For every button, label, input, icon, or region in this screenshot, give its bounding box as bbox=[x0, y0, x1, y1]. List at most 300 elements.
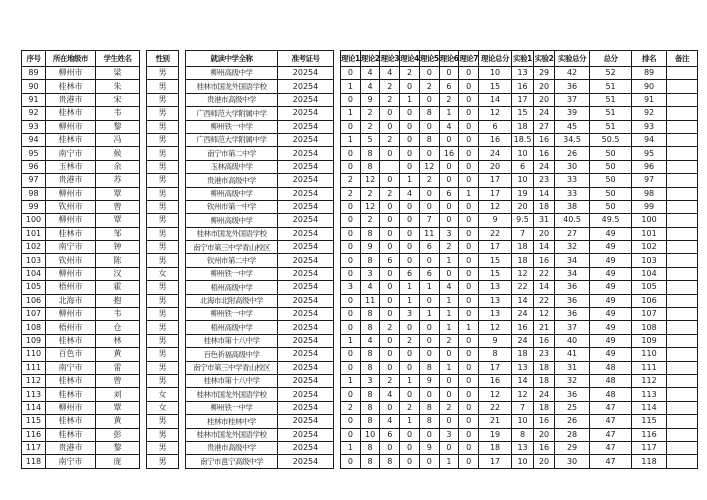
column-gap bbox=[140, 455, 147, 468]
cell: 雷 bbox=[96, 361, 140, 374]
cell: 33 bbox=[555, 187, 590, 200]
column-gap bbox=[334, 401, 341, 414]
cell: 1 bbox=[341, 374, 361, 387]
cell: 贵港市高级中学 bbox=[186, 93, 278, 106]
cell: 117 bbox=[22, 441, 46, 454]
cell: 20 bbox=[534, 455, 555, 468]
cell: 3 bbox=[341, 281, 361, 294]
column-header: 实验总分 bbox=[555, 51, 590, 67]
table-row bbox=[22, 187, 698, 200]
cell: 0 bbox=[400, 388, 420, 401]
cell: 柳州市 bbox=[46, 120, 96, 133]
column-gap bbox=[179, 227, 186, 240]
column-gap bbox=[334, 120, 341, 133]
cell: 49.5 bbox=[590, 214, 632, 227]
cell: 15 bbox=[512, 107, 534, 120]
cell: 32 bbox=[555, 374, 590, 387]
column-gap bbox=[140, 133, 147, 146]
cell: 18 bbox=[534, 361, 555, 374]
cell: 24 bbox=[512, 334, 534, 347]
cell: 0 bbox=[439, 174, 459, 187]
cell: 97 bbox=[632, 174, 667, 187]
cell: 桂林市 bbox=[46, 374, 96, 387]
cell: 8 bbox=[419, 107, 439, 120]
cell: 4 bbox=[439, 120, 459, 133]
cell: 林 bbox=[96, 334, 140, 347]
cell: 114 bbox=[22, 401, 46, 414]
cell: 8 bbox=[360, 455, 380, 468]
column-gap bbox=[179, 361, 186, 374]
cell: 8 bbox=[419, 361, 439, 374]
cell: 0 bbox=[419, 254, 439, 267]
column-header: 理论1 bbox=[341, 51, 361, 67]
cell: 2 bbox=[400, 334, 420, 347]
cell: 0 bbox=[459, 428, 479, 441]
cell: 6 bbox=[512, 160, 534, 173]
column-gap bbox=[334, 294, 341, 307]
column-gap bbox=[140, 388, 147, 401]
cell: 10 bbox=[512, 147, 534, 160]
cell bbox=[667, 120, 698, 133]
cell: 2 bbox=[380, 80, 400, 93]
cell: 1 bbox=[400, 415, 420, 428]
cell: 51 bbox=[590, 93, 632, 106]
cell: 90 bbox=[22, 80, 46, 93]
cell: 24 bbox=[479, 147, 512, 160]
cell: 0 bbox=[400, 120, 420, 133]
cell: 50 bbox=[590, 160, 632, 173]
cell: 0 bbox=[439, 267, 459, 280]
cell: 10 bbox=[479, 67, 512, 80]
column-gap bbox=[140, 51, 147, 67]
cell: 0 bbox=[400, 455, 420, 468]
cell: 0 bbox=[400, 214, 420, 227]
cell: 南宁市邕宁高级中学 bbox=[186, 455, 278, 468]
cell: 柳州市 bbox=[46, 187, 96, 200]
cell: 男 bbox=[147, 294, 179, 307]
cell: 0 bbox=[380, 267, 400, 280]
column-gap bbox=[140, 187, 147, 200]
cell: 2 bbox=[400, 67, 420, 80]
cell: 16 bbox=[439, 147, 459, 160]
cell bbox=[667, 281, 698, 294]
cell: 8 bbox=[419, 133, 439, 146]
cell: 0 bbox=[459, 401, 479, 414]
cell: 4 bbox=[360, 67, 380, 80]
cell: 26 bbox=[555, 147, 590, 160]
cell: 20254 bbox=[278, 441, 334, 454]
cell: 0 bbox=[439, 441, 459, 454]
cell: 20254 bbox=[278, 160, 334, 173]
cell: 柳州市 bbox=[46, 308, 96, 321]
cell: 0 bbox=[459, 267, 479, 280]
cell: 0 bbox=[459, 348, 479, 361]
column-gap bbox=[334, 93, 341, 106]
cell: 1 bbox=[439, 321, 459, 334]
cell bbox=[667, 241, 698, 254]
cell: 2 bbox=[360, 187, 380, 200]
cell: 桂林市第十八中学 bbox=[186, 334, 278, 347]
cell: 冯 bbox=[96, 133, 140, 146]
cell: 20254 bbox=[278, 67, 334, 80]
cell: 广西师范大学附属中学 bbox=[186, 107, 278, 120]
cell: 23 bbox=[534, 348, 555, 361]
cell: 0 bbox=[400, 241, 420, 254]
cell: 柳州市 bbox=[46, 214, 96, 227]
cell: 0 bbox=[341, 254, 361, 267]
column-gap bbox=[334, 147, 341, 160]
cell: 13 bbox=[512, 361, 534, 374]
cell: 曾 bbox=[96, 200, 140, 213]
cell: 男 bbox=[147, 281, 179, 294]
cell: 22 bbox=[512, 281, 534, 294]
cell: 20254 bbox=[278, 348, 334, 361]
cell: 0 bbox=[439, 200, 459, 213]
cell: 0 bbox=[341, 294, 361, 307]
cell: 89 bbox=[22, 67, 46, 80]
cell: 0 bbox=[380, 174, 400, 187]
cell: 男 bbox=[147, 214, 179, 227]
cell: 庞 bbox=[96, 455, 140, 468]
cell: 47 bbox=[590, 455, 632, 468]
column-header: 就读中学全称 bbox=[186, 51, 278, 67]
cell: 梁 bbox=[96, 67, 140, 80]
cell: 113 bbox=[632, 388, 667, 401]
column-gap bbox=[334, 107, 341, 120]
cell: 109 bbox=[632, 334, 667, 347]
column-header: 准考证号 bbox=[278, 51, 334, 67]
cell: 4 bbox=[400, 187, 420, 200]
column-header: 性别 bbox=[147, 51, 179, 67]
column-header: 理论5 bbox=[419, 51, 439, 67]
cell: 1 bbox=[419, 308, 439, 321]
cell: 24 bbox=[512, 308, 534, 321]
cell: 男 bbox=[147, 120, 179, 133]
cell: 1 bbox=[439, 308, 459, 321]
cell: 31 bbox=[555, 361, 590, 374]
cell: 45 bbox=[555, 120, 590, 133]
cell: 0 bbox=[419, 147, 439, 160]
column-gap bbox=[179, 267, 186, 280]
cell: 94 bbox=[632, 133, 667, 146]
cell: 4 bbox=[439, 281, 459, 294]
cell: 36 bbox=[555, 281, 590, 294]
cell: 南宁市 bbox=[46, 455, 96, 468]
column-gap bbox=[179, 388, 186, 401]
cell bbox=[667, 174, 698, 187]
cell: 百色市 bbox=[46, 348, 96, 361]
cell: 0 bbox=[400, 107, 420, 120]
column-gap bbox=[179, 200, 186, 213]
cell: 20254 bbox=[278, 455, 334, 468]
cell: 8 bbox=[360, 361, 380, 374]
cell: 20254 bbox=[278, 174, 334, 187]
cell: 1 bbox=[341, 133, 361, 146]
cell: 2 bbox=[360, 214, 380, 227]
cell bbox=[667, 374, 698, 387]
column-gap bbox=[334, 214, 341, 227]
cell: 16 bbox=[479, 374, 512, 387]
cell: 0 bbox=[439, 415, 459, 428]
cell: 110 bbox=[632, 348, 667, 361]
cell: 16 bbox=[534, 254, 555, 267]
column-gap bbox=[179, 254, 186, 267]
column-gap bbox=[140, 214, 147, 227]
cell: 0 bbox=[380, 401, 400, 414]
cell: 0 bbox=[380, 334, 400, 347]
cell: 49 bbox=[590, 267, 632, 280]
cell: 13 bbox=[479, 281, 512, 294]
cell bbox=[667, 441, 698, 454]
cell: 14 bbox=[512, 294, 534, 307]
cell: 49 bbox=[590, 227, 632, 240]
column-gap bbox=[334, 254, 341, 267]
cell: 霍 bbox=[96, 281, 140, 294]
cell: 0 bbox=[459, 120, 479, 133]
table-row bbox=[22, 80, 698, 93]
column-gap bbox=[179, 133, 186, 146]
table-row bbox=[22, 241, 698, 254]
cell: 50 bbox=[590, 187, 632, 200]
cell: 98 bbox=[632, 187, 667, 200]
column-gap bbox=[140, 281, 147, 294]
cell: 桂林市 bbox=[46, 107, 96, 120]
cell: 男 bbox=[147, 374, 179, 387]
cell: 18 bbox=[512, 241, 534, 254]
cell: 0 bbox=[419, 455, 439, 468]
cell: 7 bbox=[512, 227, 534, 240]
cell: 50 bbox=[590, 147, 632, 160]
column-gap bbox=[179, 281, 186, 294]
cell: 桂林市 bbox=[46, 415, 96, 428]
cell: 贵港市 bbox=[46, 174, 96, 187]
cell: 118 bbox=[632, 455, 667, 468]
cell: 0 bbox=[341, 147, 361, 160]
cell: 8 bbox=[360, 415, 380, 428]
cell: 8 bbox=[360, 321, 380, 334]
cell: 0 bbox=[380, 227, 400, 240]
cell: 108 bbox=[632, 321, 667, 334]
cell: 92 bbox=[632, 107, 667, 120]
cell bbox=[667, 147, 698, 160]
cell: 17 bbox=[479, 187, 512, 200]
cell: 34 bbox=[555, 254, 590, 267]
cell bbox=[667, 308, 698, 321]
table-row bbox=[22, 321, 698, 334]
column-gap bbox=[334, 67, 341, 80]
cell: 98 bbox=[22, 187, 46, 200]
cell: 0 bbox=[439, 374, 459, 387]
cell bbox=[667, 227, 698, 240]
cell: 0 bbox=[419, 93, 439, 106]
cell: 0 bbox=[459, 133, 479, 146]
cell: 覃 bbox=[96, 401, 140, 414]
cell: 曾 bbox=[96, 374, 140, 387]
cell: 钦州市第二中学 bbox=[186, 254, 278, 267]
column-gap bbox=[334, 200, 341, 213]
column-gap bbox=[334, 160, 341, 173]
column-header: 理论总分 bbox=[479, 51, 512, 67]
cell: 抱 bbox=[96, 294, 140, 307]
cell: 贵港市 bbox=[46, 93, 96, 106]
column-header: 理论3 bbox=[380, 51, 400, 67]
cell: 0 bbox=[459, 308, 479, 321]
cell: 0 bbox=[341, 308, 361, 321]
cell bbox=[667, 67, 698, 80]
cell: 2 bbox=[439, 334, 459, 347]
column-gap bbox=[140, 294, 147, 307]
cell: 女 bbox=[147, 388, 179, 401]
column-gap bbox=[140, 267, 147, 280]
cell: 106 bbox=[632, 294, 667, 307]
cell: 钦州市 bbox=[46, 254, 96, 267]
column-gap bbox=[179, 174, 186, 187]
column-gap bbox=[334, 321, 341, 334]
cell: 20254 bbox=[278, 107, 334, 120]
cell: 40 bbox=[555, 334, 590, 347]
cell: 94 bbox=[22, 133, 46, 146]
cell: 14 bbox=[534, 281, 555, 294]
column-gap bbox=[179, 441, 186, 454]
cell: 109 bbox=[22, 334, 46, 347]
cell: 0 bbox=[341, 455, 361, 468]
cell: 0 bbox=[380, 147, 400, 160]
cell: 0 bbox=[419, 294, 439, 307]
cell: 29 bbox=[534, 67, 555, 80]
cell: 0 bbox=[459, 107, 479, 120]
cell: 1 bbox=[459, 187, 479, 200]
cell: 24 bbox=[534, 160, 555, 173]
cell: 2 bbox=[419, 174, 439, 187]
column-gap bbox=[334, 174, 341, 187]
cell: 111 bbox=[632, 361, 667, 374]
cell: 13 bbox=[479, 308, 512, 321]
cell: 115 bbox=[22, 415, 46, 428]
cell: 黄 bbox=[96, 348, 140, 361]
cell: 南宁市 bbox=[46, 147, 96, 160]
cell: 3 bbox=[439, 227, 459, 240]
cell bbox=[667, 361, 698, 374]
table-row bbox=[22, 200, 698, 213]
cell: 1 bbox=[341, 80, 361, 93]
cell: 15 bbox=[479, 80, 512, 93]
cell: 黎 bbox=[96, 441, 140, 454]
cell: 8 bbox=[512, 428, 534, 441]
cell: 4 bbox=[380, 67, 400, 80]
cell: 34 bbox=[555, 267, 590, 280]
cell: 18 bbox=[479, 441, 512, 454]
cell: 柳州高级中学 bbox=[186, 67, 278, 80]
cell: 108 bbox=[22, 321, 46, 334]
cell: 玉林高级中学 bbox=[186, 160, 278, 173]
cell: 20 bbox=[534, 80, 555, 93]
cell: 20 bbox=[512, 200, 534, 213]
cell bbox=[667, 334, 698, 347]
column-gap bbox=[334, 428, 341, 441]
cell: 1 bbox=[439, 107, 459, 120]
cell: 20254 bbox=[278, 361, 334, 374]
cell: 20254 bbox=[278, 428, 334, 441]
table-row bbox=[22, 455, 698, 468]
cell: 117 bbox=[632, 441, 667, 454]
cell: 0 bbox=[459, 227, 479, 240]
column-gap bbox=[179, 120, 186, 133]
cell: 11 bbox=[360, 294, 380, 307]
cell: 8 bbox=[360, 227, 380, 240]
cell: 0 bbox=[419, 120, 439, 133]
cell: 广西师范大学附属中学 bbox=[186, 133, 278, 146]
cell: 20254 bbox=[278, 334, 334, 347]
cell: 18 bbox=[534, 374, 555, 387]
cell: 21 bbox=[479, 415, 512, 428]
cell: 20 bbox=[534, 428, 555, 441]
cell: 0 bbox=[459, 281, 479, 294]
column-gap bbox=[179, 321, 186, 334]
cell: 宋 bbox=[96, 93, 140, 106]
cell: 13 bbox=[512, 67, 534, 80]
cell: 1 bbox=[439, 455, 459, 468]
cell: 0 bbox=[459, 334, 479, 347]
cell: 8 bbox=[380, 455, 400, 468]
cell: 3 bbox=[439, 428, 459, 441]
column-gap bbox=[179, 67, 186, 80]
column-gap bbox=[140, 200, 147, 213]
cell: 余 bbox=[96, 160, 140, 173]
cell: 0 bbox=[400, 361, 420, 374]
cell: 36 bbox=[555, 308, 590, 321]
cell: 邹 bbox=[96, 227, 140, 240]
cell: 柳州铁一中学 bbox=[186, 120, 278, 133]
cell: 51 bbox=[590, 107, 632, 120]
cell: 20254 bbox=[278, 133, 334, 146]
cell: 柳州铁一中学 bbox=[186, 308, 278, 321]
cell bbox=[667, 107, 698, 120]
cell: 0 bbox=[439, 67, 459, 80]
cell: 桂林市 bbox=[46, 80, 96, 93]
cell: 0 bbox=[380, 441, 400, 454]
cell: 2 bbox=[380, 374, 400, 387]
cell: 20254 bbox=[278, 281, 334, 294]
cell: 10 bbox=[512, 174, 534, 187]
cell: 0 bbox=[459, 294, 479, 307]
cell: 0 bbox=[459, 374, 479, 387]
cell: 韦 bbox=[96, 308, 140, 321]
cell: 0 bbox=[459, 160, 479, 173]
cell: 93 bbox=[632, 120, 667, 133]
table-row bbox=[22, 374, 698, 387]
cell: 6 bbox=[479, 120, 512, 133]
cell: 男 bbox=[147, 455, 179, 468]
column-gap bbox=[140, 147, 147, 160]
cell: 1 bbox=[400, 281, 420, 294]
column-gap bbox=[140, 67, 147, 80]
cell: 114 bbox=[632, 401, 667, 414]
column-gap bbox=[140, 428, 147, 441]
table-row bbox=[22, 361, 698, 374]
cell: 0 bbox=[380, 281, 400, 294]
cell: 0 bbox=[400, 160, 420, 173]
column-header: 备注 bbox=[667, 51, 698, 67]
column-gap bbox=[140, 93, 147, 106]
cell: 49 bbox=[590, 254, 632, 267]
cell: 黎 bbox=[96, 120, 140, 133]
cell: 1 bbox=[341, 441, 361, 454]
column-gap bbox=[179, 214, 186, 227]
cell: 22 bbox=[534, 294, 555, 307]
cell: 2 bbox=[380, 133, 400, 146]
column-gap bbox=[334, 334, 341, 347]
cell: 50.5 bbox=[590, 133, 632, 146]
